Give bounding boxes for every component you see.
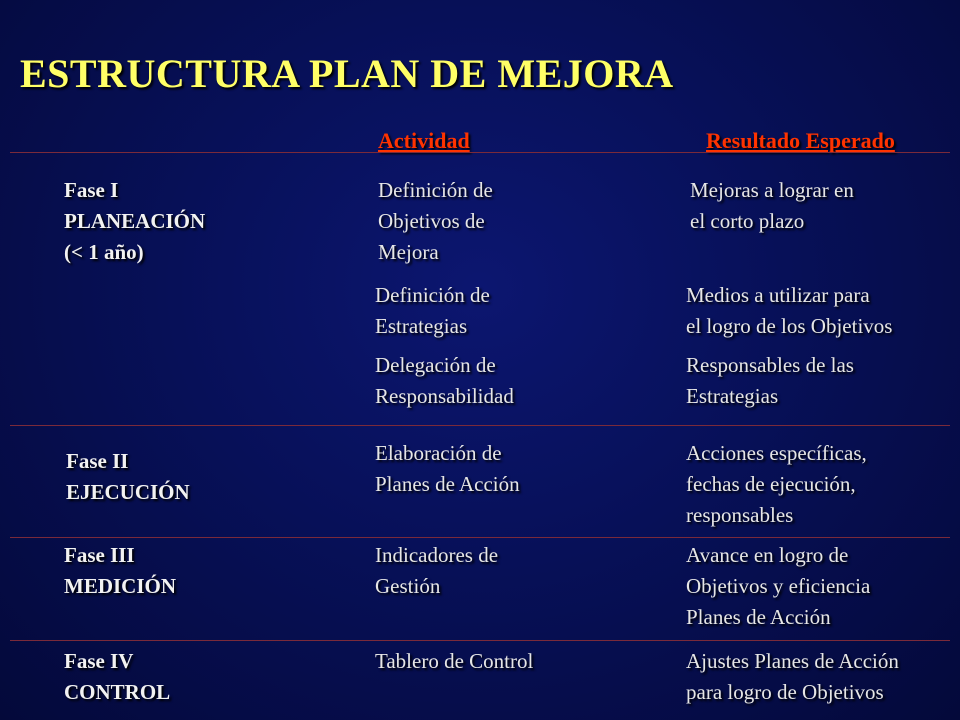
activity-line: Definición de xyxy=(375,283,490,307)
result-cell xyxy=(686,280,892,342)
result-line: el logro de los Objetivos xyxy=(686,314,893,338)
result-line: Mejoras a lograr en xyxy=(690,178,854,202)
result-line: Estrategias xyxy=(686,384,779,408)
activity-line: Mejora xyxy=(378,240,439,264)
phase-1-line: Fase I xyxy=(64,178,119,202)
divider-phase-1 xyxy=(10,425,950,426)
activity-line: Responsabilidad xyxy=(375,384,514,408)
phase-1-label xyxy=(64,175,205,268)
result-line: Avance en logro de xyxy=(686,543,849,567)
activity-line: Elaboración de xyxy=(375,441,502,465)
result-cell xyxy=(686,350,854,412)
activity-line: Delegación de xyxy=(375,353,496,377)
activity-line: Tablero de Control xyxy=(375,649,534,673)
result-line: para logro de Objetivos xyxy=(686,680,884,704)
result-cell xyxy=(686,540,870,633)
slide-title: ESTRUCTURA PLAN DE MEJORA xyxy=(20,51,674,96)
header-activity: Actividad xyxy=(378,128,470,153)
phase-3-line: Fase III xyxy=(64,543,135,567)
phase-2-line: EJECUCIÓN xyxy=(66,480,190,504)
phase-4-line: CONTROL xyxy=(64,680,171,704)
result-cell xyxy=(686,438,867,531)
divider-phase-2 xyxy=(10,537,950,538)
divider-header xyxy=(10,152,950,153)
result-line: Ajustes Planes de Acción xyxy=(686,649,899,673)
activity-line: Objetivos de xyxy=(378,209,485,233)
activity-cell xyxy=(375,350,514,412)
result-line: fechas de ejecución, xyxy=(686,472,856,496)
activity-cell xyxy=(375,540,498,602)
header-result: Resultado Esperado xyxy=(706,128,895,153)
result-line: Objetivos y eficiencia xyxy=(686,574,871,598)
result-cell xyxy=(686,646,899,708)
result-line: Planes de Acción xyxy=(686,605,831,629)
activity-line: Definición de xyxy=(378,178,493,202)
divider-phase-3 xyxy=(10,640,950,641)
phase-2-line: Fase II xyxy=(66,449,129,473)
phase-4-line: Fase IV xyxy=(64,649,134,673)
activity-line: Estrategias xyxy=(375,314,468,338)
phase-1-line: (< 1 año) xyxy=(64,240,144,264)
phase-2-label xyxy=(66,446,190,508)
result-line: Acciones específicas, xyxy=(686,441,867,465)
result-line: Responsables de las xyxy=(686,353,854,377)
activity-line: Planes de Acción xyxy=(375,472,520,496)
activity-line: Indicadores de xyxy=(375,543,499,567)
activity-cell xyxy=(378,175,493,268)
result-line: Medios a utilizar para xyxy=(686,283,870,307)
result-line: el corto plazo xyxy=(690,209,805,233)
activity-line: Gestión xyxy=(375,574,441,598)
activity-cell xyxy=(375,280,490,342)
activity-cell xyxy=(375,646,533,677)
phase-3-label xyxy=(64,540,176,602)
phase-4-label xyxy=(64,646,170,708)
phase-3-line: MEDICIÓN xyxy=(64,574,177,598)
result-line: responsables xyxy=(686,503,794,527)
phase-1-line: PLANEACIÓN xyxy=(64,209,206,233)
result-cell xyxy=(690,175,854,237)
activity-cell xyxy=(375,438,520,500)
